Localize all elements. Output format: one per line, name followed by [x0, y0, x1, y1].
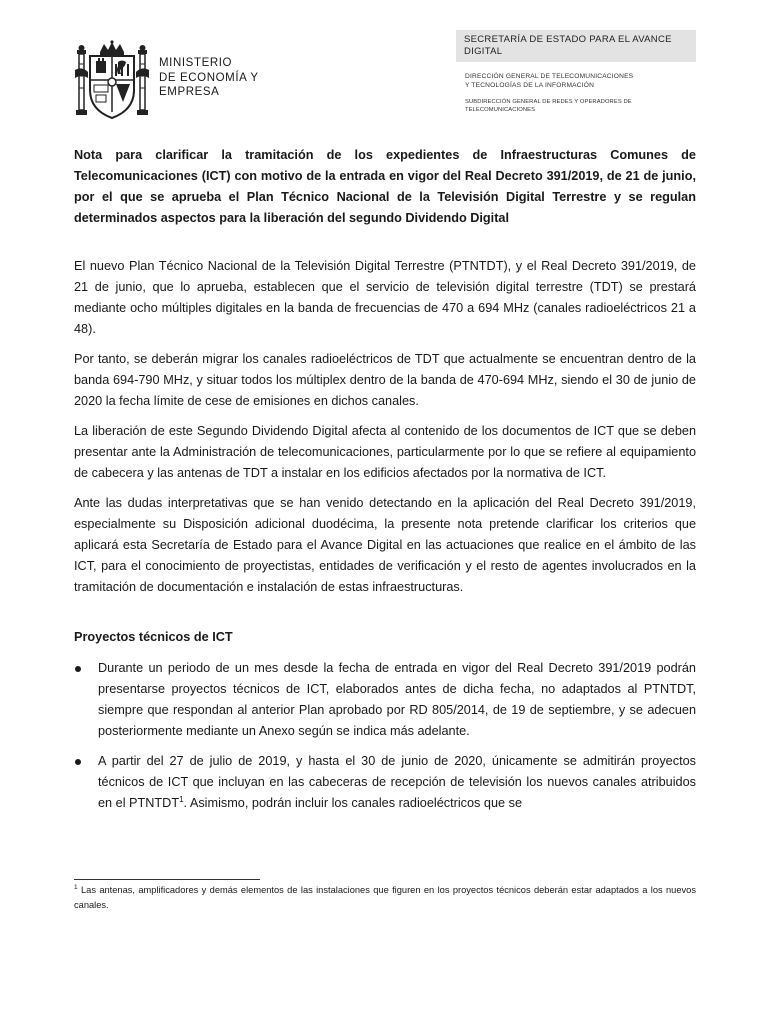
list-item-text: Durante un periodo de un mes desde la fecha de entrada en vigor del Real Decreto 391/2019 podrán presentarse proyectos técnicos de ICT, elaborados antes de dicha fecha, no adaptados al PTNTDT, siempre que respondan al anterior Plan aprobado por RD 805/2014, de 19 de septiembre, y se adecuen posteriormente mediante un Anexo según se indica más adelante.	[98, 661, 696, 738]
body-paragraph: El nuevo Plan Técnico Nacional de la Televisión Digital Terrestre (PTNTDT), y el Real Decreto 391/2019, de 21 de junio, que lo aprueba, establecen que el servicio de televisión digital terrestre (TDT) se prestará mediante ocho múltiples digitales en la banda de frecuencias de 470 a 694 MHz (canales radioeléctricos 21 a 48).	[74, 259, 696, 336]
footnote	[74, 883, 696, 913]
list-item-text: A partir del 27 de julio de 2019, y hasta el 30 de junio de 2020, únicamente se admitirán proyectos técnicos de ICT que incluyan en las cabeceras de recepción de televisión los nuevos canales atribuidos en el PTNTDT	[98, 754, 696, 810]
subdirectorate-line: TELECOMUNICACIONES	[465, 107, 536, 113]
secretariat-name: SECRETARÍA DE ESTADO PARA EL AVANCE DIGITAL	[464, 34, 672, 57]
list-item-text: . Asimismo, podrán incluir los canales radioeléctricos que se	[183, 796, 523, 810]
section-heading: Proyectos técnicos de ICT	[74, 630, 233, 644]
document-body	[74, 145, 696, 823]
secretariat-box	[456, 30, 696, 62]
footnote-reference[interactable]: 1	[179, 794, 184, 804]
ministry-line: MINISTERIO	[159, 57, 233, 69]
directorate-name	[465, 73, 633, 90]
footnote-number: 1	[74, 883, 78, 891]
body-paragraph: La liberación de este Segundo Dividendo Digital afecta al contenido de los documentos de ICT que se deben presentar ante la Administración de telecomunicaciones, particularmente por lo que se refiere al equipamiento de cabecera y las antenas de TDT a instalar en los edificios afectados por la normativa de ICT.	[74, 424, 696, 480]
body-paragraph: Ante las dudas interpretativas que se han venido detectando en la aplicación del Real Decreto 391/2019, especialmente su Disposición adicional duodécima, la presente nota pretende clarificar los criterios que aplicará esta Secretaría de Estado para el Avance Digital en las actuaciones que realice en el ámbito de las ICT, para el conocimiento de proyectistas, entidades de verificación y el resto de agentes involucrados en la tramitación de documentación e instalación de estas infraestructuras.	[74, 496, 696, 594]
list-item	[74, 658, 696, 742]
document-title: Nota para clarificar la tramitación de los expedientes de Infraestructuras Comunes de Telecomunicaciones (ICT) con motivo de la entrada en vigor del Real Decreto 391/2019, de 21 de junio, por el que se aprueba el Plan Técnico Nacional de la Televisión Digital Terrestre y se regulan determinados aspectos para la liberación del segundo Dividendo Digital	[74, 148, 696, 225]
directorate-line: Y TECNOLOGÍAS DE LA INFORMACIÓN	[465, 81, 595, 89]
bullet-icon	[75, 759, 81, 765]
ministry-name	[159, 56, 259, 100]
coat-of-arms-icon	[74, 40, 150, 122]
ministry-line: EMPRESA	[159, 86, 220, 98]
subdirectorate-name	[465, 98, 632, 114]
ministry-line: DE ECONOMÍA Y	[159, 71, 259, 84]
subdirectorate-line: SUBDIRECCIÓN GENERAL DE REDES Y OPERADORES DE	[465, 99, 632, 105]
footnote-text: Las antenas, amplificadores y demás elementos de las instalaciones que figuren en los proyectos técnicos deberán estar adaptados a los nuevos canales.	[74, 885, 696, 910]
bullet-icon	[75, 666, 81, 672]
directorate-line: DIRECCIÓN GENERAL DE TELECOMUNICACIONES	[465, 73, 634, 80]
bullet-list	[74, 658, 696, 814]
body-paragraph: Por tanto, se deberán migrar los canales radioeléctricos de TDT que actualmente se encuentran dentro de la banda 694-790 MHz, y situar todos los múltiplex dentro de la banda de 470-694 MHz, siendo el 30 de junio de 2020 la fecha límite de cese de emisiones en dichos canales.	[74, 352, 696, 408]
footnote-separator	[74, 879, 260, 880]
list-item	[74, 751, 696, 814]
